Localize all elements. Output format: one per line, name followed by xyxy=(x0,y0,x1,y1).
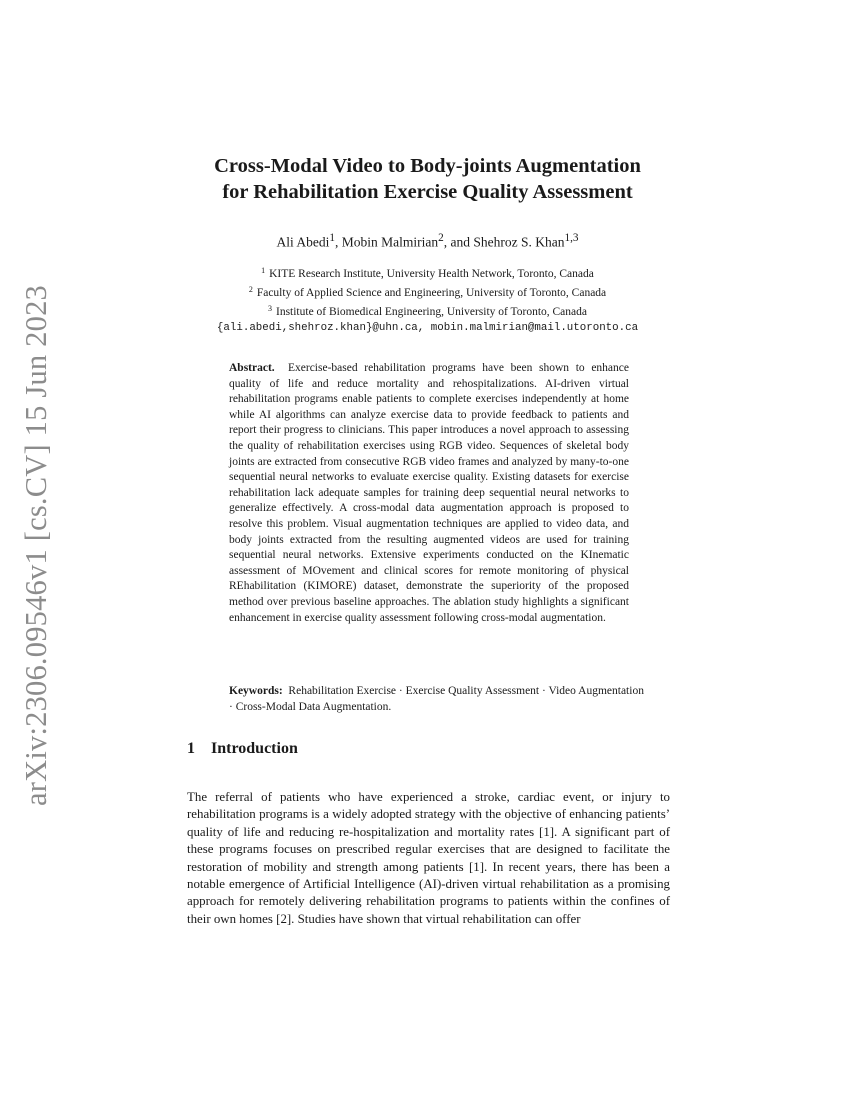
author-affil-ref: 1 xyxy=(329,232,335,244)
affiliation-line: $^2$ Faculty of Applied Science and Engineering, University of Toronto, Canada xyxy=(248,285,607,299)
title-line-1: Cross-Modal Video to Body-joints Augmentation xyxy=(214,155,641,177)
affiliations xyxy=(150,263,705,336)
keywords-label: Keywords: xyxy=(229,685,283,697)
intro-paragraph: The referral of patients who have experienced a stroke, cardiac event, or injury to rehabilitation programs is a widely adopted strategy with the objective of enhancing patients’ quality of life and reducing re-hospitalization and mortality rates [1]. A significant part of these programs focuses on prescribed regular exercises that are designed to facilitate the restoration of mobility and strength among patients [1]. In recent years, there has been a notable emergence of Artificial Intelligence (AI)-driven virtual rehabilitation as a promising approach for remotely delivering rehabilitation programs to patients within the confines of their own homes [2]. Studies have shown that virtual rehabilitation can offer xyxy=(187,789,670,926)
paper-title xyxy=(150,153,705,205)
keywords xyxy=(229,684,649,715)
affiliation-line: $^3$ Institute of Biomedical Engineering, University of Toronto, Canada xyxy=(267,304,587,318)
keywords-text: Rehabilitation Exercise · Exercise Quality Assessment · Video Augmentation · Cross-Modal Data Augmentation. xyxy=(229,685,644,713)
title-line-2: for Rehabilitation Exercise Quality Assessment xyxy=(222,181,633,203)
author-emails: {ali.abedi,shehroz.khan}@uhn.ca, mobin.malmirian@mail.utoronto.ca xyxy=(216,322,639,334)
affiliation-line: $^1$ KITE Research Institute, University Health Network, Toronto, Canada xyxy=(261,266,594,280)
author-list: Ali Abedi$^1$, Mobin Malmirian$^2$, and Shehroz S. Khan$^{1,3}$ xyxy=(276,232,579,250)
arxiv-watermark xyxy=(14,284,58,806)
section-title: Introduction xyxy=(211,740,298,757)
abstract-text: Exercise-based rehabilitation programs have been shown to enhance quality of life and reduce mortality and rehospitalizations. AI-driven virtual rehabilitation programs enable patients to complete exercises independently at home while AI algorithms can analyze exercise data to provide feedback to patients and report their progress to clinicians. This paper introduces a novel approach to assessing the quality of rehabilitation exercises using RGB video. Sequences of skeletal body joints are extracted from consecutive RGB video frames and analyzed by many-to-one sequential neural networks to evaluate exercise quality. Existing datasets for exercise rehabilitation lack adequate samples for training deep sequential neural networks to generalize effectively. A cross-modal data augmentation approach is proposed to resolve this problem. Visual augmentation techniques are applied to video data, and body joints extracted from the resulting augmented videos are used for training sequential neural networks. Extensive experiments conducted on the KInematic assessment of MOvement and clinical scores for remote monitoring of physical REhabilitation (KIMORE) dataset, demonstrate the superiority of the proposed method over previous baseline approaches. The ablation study highlights a significant enhancement in exercise quality assessment following cross-modal augmentation. xyxy=(229,362,629,624)
abstract-label: Abstract. xyxy=(229,362,275,374)
author-name: Mobin Malmirian xyxy=(341,234,439,250)
author-affil-ref: 2 xyxy=(438,232,444,244)
arxiv-identifier: arXiv:2306.09546v1 [cs.CV] 15 Jun 2023 xyxy=(18,284,53,806)
author-affil-ref: 1,3 xyxy=(564,232,579,244)
section-heading xyxy=(187,740,298,758)
section-number: 1 xyxy=(187,740,195,757)
author-name: Shehroz S. Khan xyxy=(473,234,565,250)
abstract xyxy=(229,361,629,626)
author-name: Ali Abedi xyxy=(276,234,330,250)
